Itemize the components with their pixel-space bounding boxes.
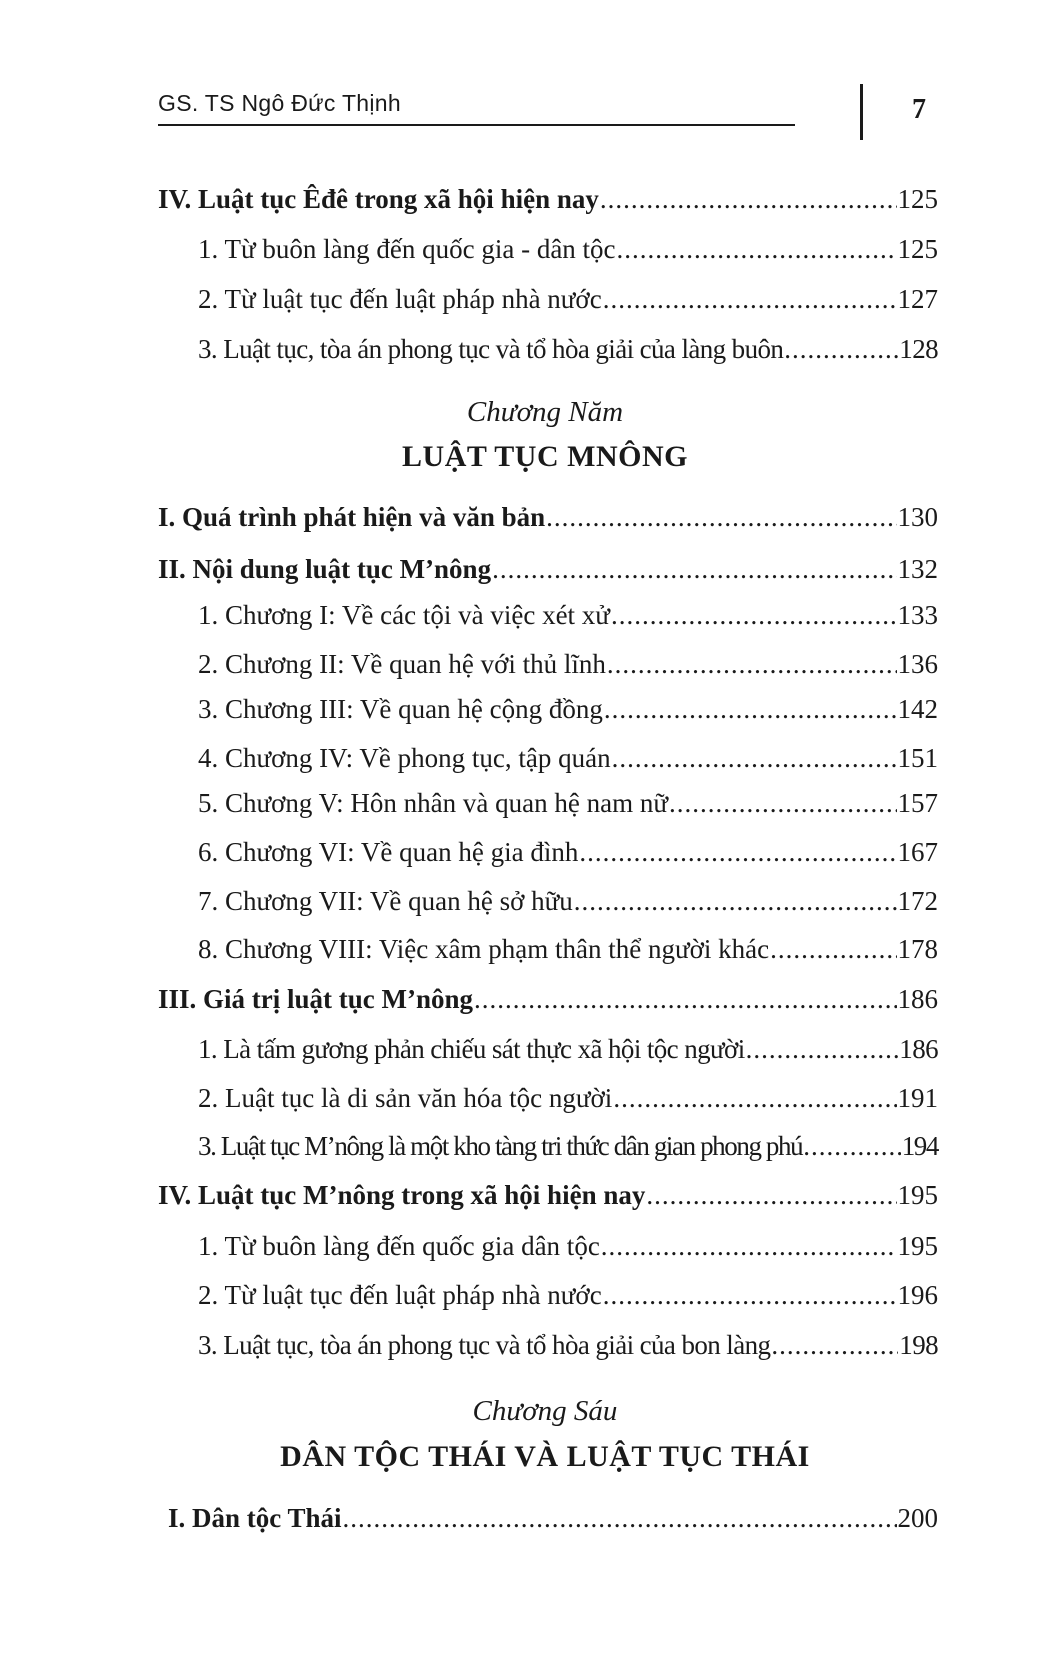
toc-entry-page: 198 [899,1330,938,1360]
toc-entry-page: 157 [897,788,938,818]
toc-entry-title: 3. Luật tục, tòa án phong tục và tổ hòa giải của bon làng [198,1330,771,1360]
toc-entry-page: 151 [897,743,938,773]
toc-entry [158,1180,938,1211]
toc-entry-page: 142 [897,694,938,724]
toc-leader [746,1034,899,1065]
toc-entry [198,334,938,365]
toc-entry [198,234,938,265]
toc-entry-page: 178 [897,934,938,964]
toc-entry-title: II. Nội dung luật tục M’nông [158,554,492,584]
toc-leader [803,1131,900,1162]
toc-entry-page: 194 [901,1131,938,1161]
toc-leader [612,743,897,774]
toc-entry-page: 172 [897,886,938,916]
page-number: 7 [912,94,926,125]
toc-entry-title: 3. Chương III: Về quan hệ cộng đồng [198,694,603,724]
toc-leader [574,886,897,917]
toc-leader [611,600,897,631]
toc-entry [198,1131,938,1162]
toc-entry-page: 125 [897,184,938,214]
toc-leader [771,1330,898,1361]
toc-leader [343,1503,897,1534]
toc-leader [474,984,896,1015]
toc-entry-title: 7. Chương VII: Về quan hệ sở hữu [198,886,573,916]
running-header-author: GS. TS Ngô Đức Thịnh [158,90,401,116]
toc-entry [168,1503,938,1534]
toc-entry-title: IV. Luật tục M’nông trong xã hội hiện nay [158,1180,646,1210]
toc-entry [158,184,938,215]
toc-entry-title: III. Giá trị luật tục M’nông [158,984,474,1014]
toc-entry-title: 2. Luật tục là di sản văn hóa tộc người [198,1083,613,1113]
toc-entry [198,1034,938,1065]
toc-entry-title: I. Quá trình phát hiện và văn bản [158,502,546,532]
toc-entry [198,1083,938,1114]
toc-entry-title: 1. Là tấm gương phản chiếu sát thực xã hội tộc người [198,1034,745,1064]
toc-leader [546,502,896,533]
toc-entry-title: 5. Chương V: Hôn nhân và quan hệ nam nữ [198,788,668,818]
toc-entry-page: 127 [897,284,938,314]
toc-entry-page: 200 [897,1503,938,1533]
header-vertical-bar [860,84,863,140]
toc-entry [198,284,938,315]
toc-entry [198,886,938,917]
toc-leader [579,837,896,868]
toc-entry-title: 8. Chương VIII: Việc xâm phạm thân thể người khác [198,934,770,964]
toc-entry [198,649,938,680]
toc-leader [603,284,897,315]
toc-entry-page: 136 [897,649,938,679]
toc-entry-title: 4. Chương IV: Về phong tục, tập quán [198,743,611,773]
toc-leader [492,554,896,585]
toc-entry [198,743,938,774]
toc-entry-title: 1. Chương I: Về các tội và việc xét xử [198,600,610,630]
toc-leader [784,334,898,365]
toc-entry-page: 133 [897,600,938,630]
toc-leader [600,184,897,215]
toc-leader [613,1083,896,1114]
toc-entry-title: IV. Luật tục Êđê trong xã hội hiện nay [158,184,599,214]
toc-leader [601,1231,897,1262]
toc-entry-page: 195 [897,1231,938,1261]
toc-entry-page: 191 [897,1083,938,1113]
toc-entry [198,934,938,965]
chapter-label: Chương Sáu [472,1395,618,1427]
toc-leader [607,649,897,680]
toc-entry-title: 1. Từ buôn làng đến quốc gia dân tộc [198,1231,600,1261]
toc-entry [198,600,938,631]
toc-leader [603,1280,897,1311]
toc-leader [646,1180,896,1211]
toc-entry-page: 130 [897,502,938,532]
toc-entry [158,984,938,1015]
toc-entry-title: 1. Từ buôn làng đến quốc gia - dân tộc [198,234,616,264]
toc-leader [669,788,897,819]
toc-entry-page: 128 [899,334,938,364]
toc-entry-title: 3. Luật tục M’nông là một kho tàng tri thức dân gian phong phú [198,1131,803,1161]
toc-entry [198,694,938,725]
toc-entry-page: 195 [897,1180,938,1210]
toc-entry [158,502,938,533]
toc-entry [158,554,938,585]
toc-entry-page: 132 [897,554,938,584]
toc-entry [198,1231,938,1262]
toc-entry [198,788,938,819]
toc-entry-page: 196 [897,1280,938,1310]
toc-entry-page: 125 [897,234,938,264]
chapter-title: LUẬT TỤC MNÔNG [402,440,688,473]
toc-entry-title: 6. Chương VI: Về quan hệ gia đình [198,837,579,867]
toc-entry-page: 186 [897,984,938,1014]
toc-entry-title: I. Dân tộc Thái [168,1503,342,1533]
chapter-label: Chương Năm [466,396,624,428]
toc-leader [770,934,896,965]
toc-leader [604,694,897,725]
toc-entry-page: 186 [899,1034,938,1064]
toc-entry [198,1330,938,1361]
header-rule [158,124,795,126]
toc-leader [617,234,897,265]
toc-entry [198,1280,938,1311]
toc-entry-title: 2. Chương II: Về quan hệ với thủ lĩnh [198,649,606,679]
chapter-title: DÂN TỘC THÁI VÀ LUẬT TỤC THÁI [280,1440,810,1473]
toc-entry [198,837,938,868]
toc-entry-title: 3. Luật tục, tòa án phong tục và tổ hòa giải của làng buôn [198,334,784,364]
toc-entry-title: 2. Từ luật tục đến luật pháp nhà nước [198,284,602,314]
toc-entry-page: 167 [897,837,938,867]
toc-entry-title: 2. Từ luật tục đến luật pháp nhà nước [198,1280,602,1310]
